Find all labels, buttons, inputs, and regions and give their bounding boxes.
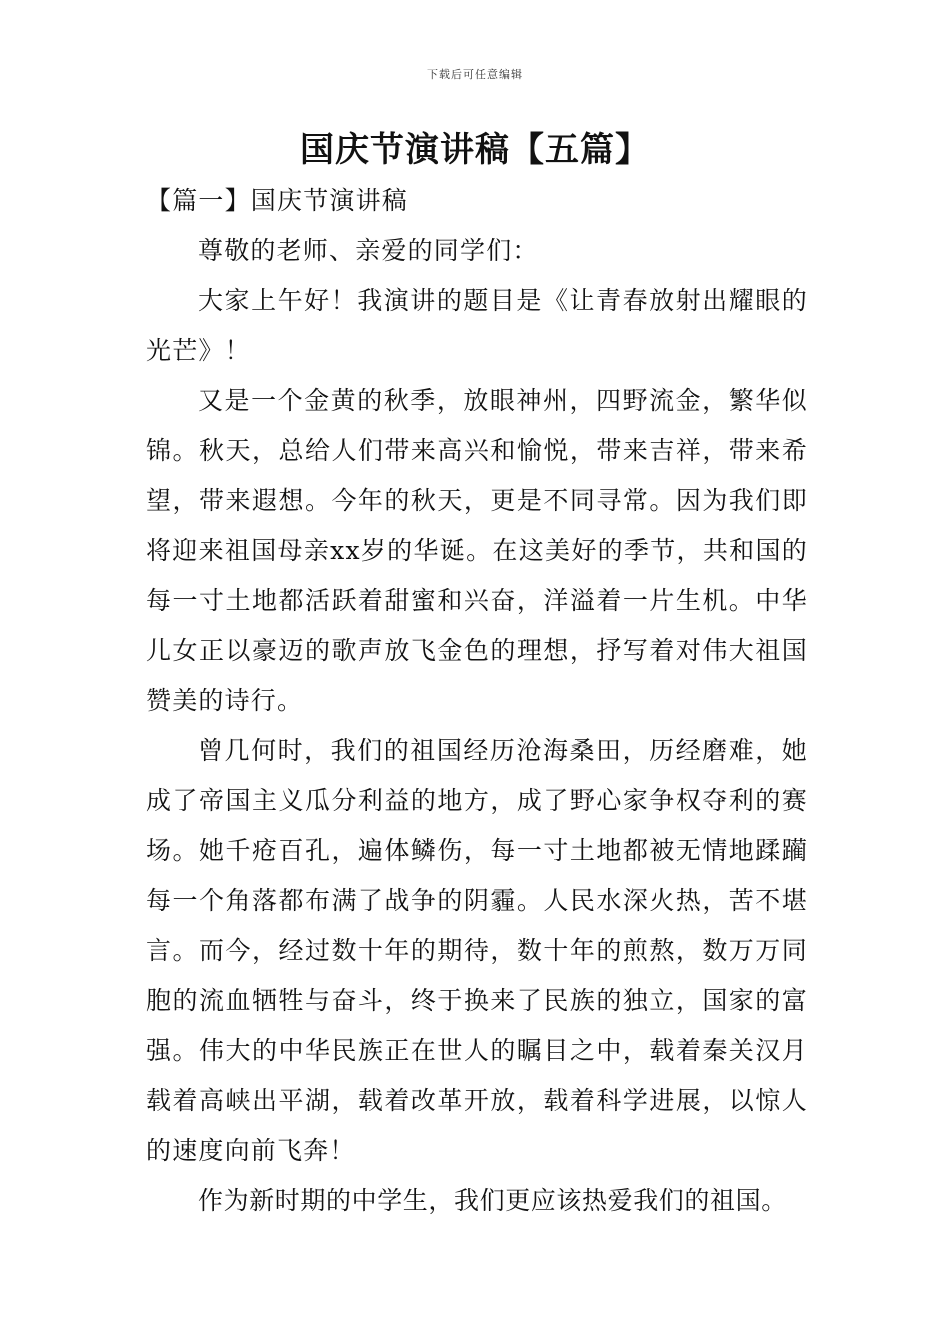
document-title: 国庆节演讲稿【五篇】: [300, 130, 650, 170]
header-note: 下载后可任意编辑: [427, 68, 523, 81]
opening-paragraph: 大家上午好！我演讲的题目是《让青春放射出耀眼的光芒》！: [146, 286, 808, 365]
document-body: [146, 176, 808, 1226]
autumn-paragraph: 又是一个金黄的秋季，放眼神州，四野流金，繁华似锦。秋天，总给人们带来高兴和愉悦，带来吉祥，带来希望，带来遐想。今年的秋天，更是不同寻常。因为我们即将迎来祖国母亲xx岁的华诞。在这美好的季节，共和国的每一寸土地都活跃着甜蜜和兴奋，洋溢着一片生机。中华儿女正以豪迈的歌声放飞金色的理想，抒写着对伟大祖国赞美的诗行。: [146, 386, 808, 715]
student-paragraph: 作为新时期的中学生，我们更应该热爱我们的祖国。: [198, 1186, 787, 1215]
section-title: 【篇一】国庆节演讲稿: [146, 186, 409, 215]
history-paragraph: 曾几何时，我们的祖国经历沧海桑田，历经磨难，她成了帝国主义瓜分利益的地方，成了野心家争权夺利的赛场。她千疮百孔，遍体鳞伤，每一寸土地都被无情地蹂躏每一个角落都布满了战争的阴霾。人民水深火热，苦不堪言。而今，经过数十年的期待，数十年的煎熬，数万万同胞的流血牺牲与奋斗，终于换来了民族的独立，国家的富强。伟大的中华民族正在世人的瞩目之中，载着秦关汉月载着高峡出平湖，载着改革开放，载着科学进展，以惊人的速度向前飞奔！: [146, 736, 808, 1165]
greeting-paragraph: 尊敬的老师、亲爱的同学们：: [198, 236, 539, 265]
